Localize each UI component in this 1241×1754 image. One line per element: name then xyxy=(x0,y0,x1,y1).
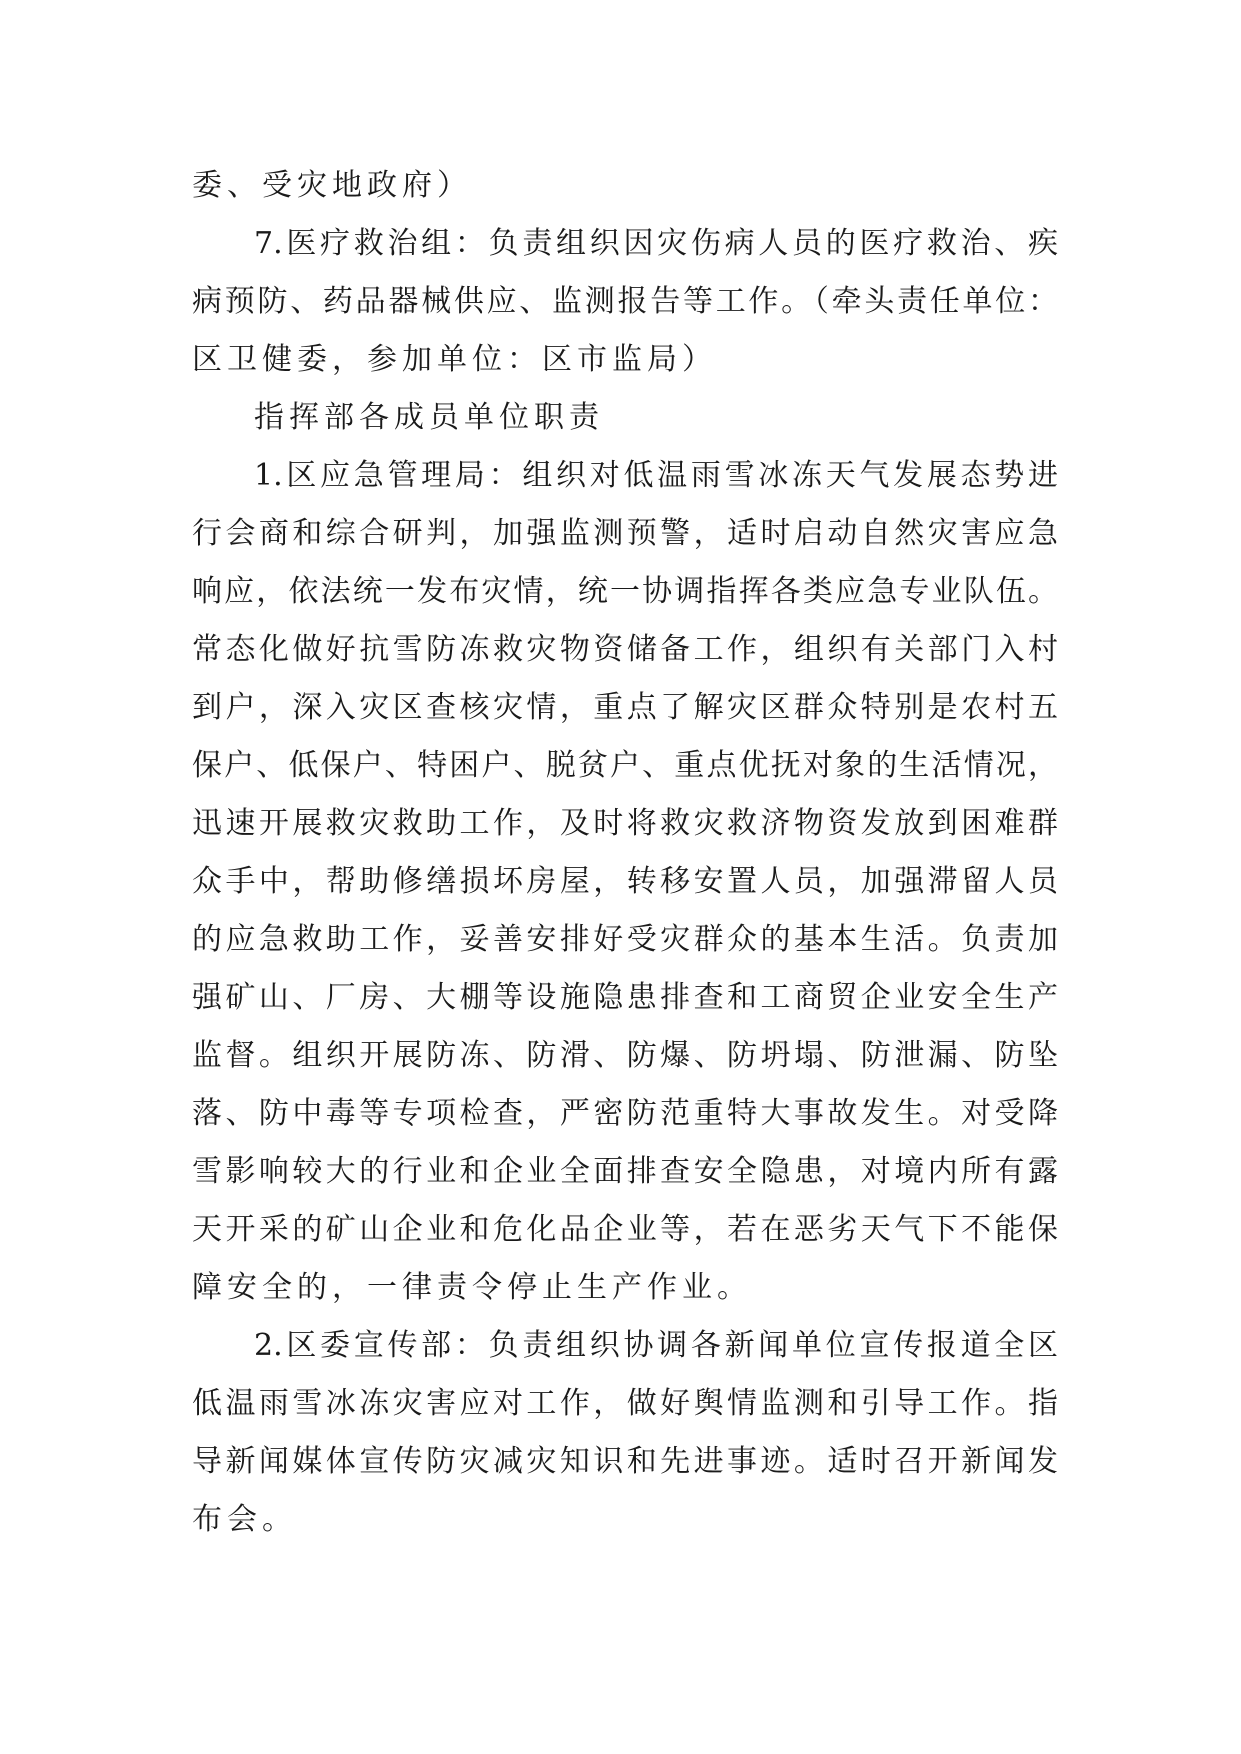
text-line: 天开采的矿山企业和危化品企业等，若在恶劣天气下不能保 xyxy=(192,1212,1058,1247)
text-line: 低温雨雪冰冻灾害应对工作，做好舆情监测和引导工作。指 xyxy=(192,1386,1058,1421)
paragraph-medical-team: 7.医疗救治组：负责组织因灾伤病人员的医疗救治、疾 xyxy=(254,226,1058,261)
text-line: 监督。组织开展防冻、防滑、防爆、防坍塌、防泄漏、防坠 xyxy=(192,1038,1058,1073)
paragraph-emergency-bureau: 1.区应急管理局：组织对低温雨雪冰冻天气发展态势进 xyxy=(254,458,1058,493)
text-line: 保户、低保户、特困户、脱贫户、重点优抚对象的生活情况， xyxy=(192,748,1058,783)
paragraph-publicity-dept: 2.区委宣传部：负责组织协调各新闻单位宣传报道全区 xyxy=(254,1328,1058,1363)
text-line: 强矿山、厂房、大棚等设施隐患排查和工商贸企业安全生产 xyxy=(192,980,1058,1015)
section-heading: 指挥部各成员单位职责 xyxy=(254,400,604,435)
text-line: 委、受灾地政府） xyxy=(192,168,472,203)
text-line: 常态化做好抗雪防冻救灾物资储备工作，组织有关部门入村 xyxy=(192,632,1058,667)
text-line: 区卫健委，参加单位：区市监局） xyxy=(192,342,717,377)
text-line: 落、防中毒等专项检查，严密防范重特大事故发生。对受降 xyxy=(192,1096,1058,1131)
text-line: 众手中，帮助修缮损坏房屋，转移安置人员，加强滞留人员 xyxy=(192,864,1058,899)
text-line: 障安全的，一律责令停止生产作业。 xyxy=(192,1270,752,1305)
text-line: 的应急救助工作，妥善安排好受灾群众的基本生活。负责加 xyxy=(192,922,1058,957)
text-line: 行会商和综合研判，加强监测预警，适时启动自然灾害应急 xyxy=(192,516,1058,551)
text-line: 导新闻媒体宣传防灾减灾知识和先进事迹。适时召开新闻发 xyxy=(192,1444,1058,1479)
text-line: 雪影响较大的行业和企业全面排查安全隐患，对境内所有露 xyxy=(192,1154,1058,1189)
text-line: 迅速开展救灾救助工作，及时将救灾救济物资发放到困难群 xyxy=(192,806,1058,841)
text-line: 病预防、药品器械供应、监测报告等工作。（牵头责任单位： xyxy=(192,284,1058,319)
text-line: 布会。 xyxy=(192,1502,297,1537)
text-line: 响应，依法统一发布灾情，统一协调指挥各类应急专业队伍。 xyxy=(192,574,1058,609)
text-line: 到户，深入灾区查核灾情，重点了解灾区群众特别是农村五 xyxy=(192,690,1058,725)
document-page xyxy=(192,157,1058,1549)
